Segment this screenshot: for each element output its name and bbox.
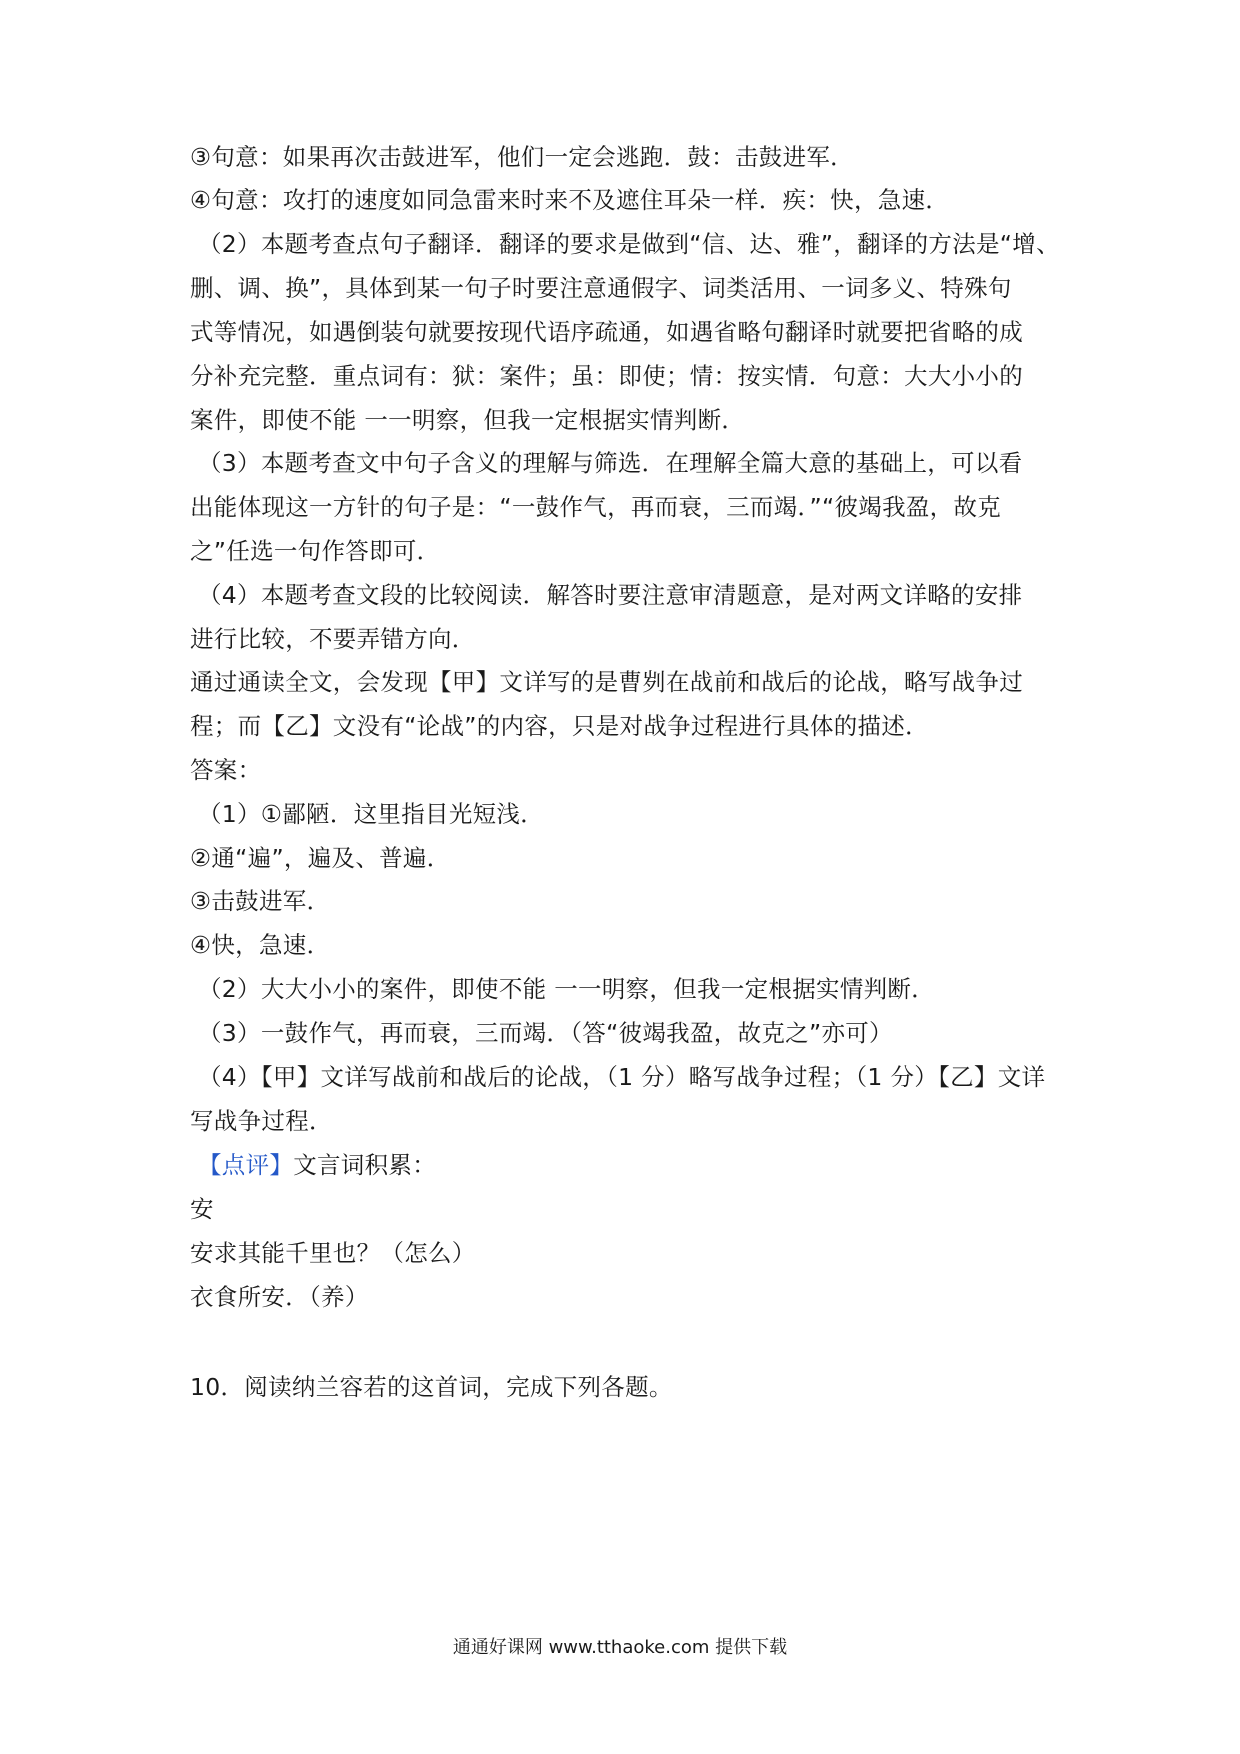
text-line: ④快，急速． [190, 931, 331, 959]
text-line: 式等情况，如遇倒装句就要按现代语序疏通，如遇省略句翻译时就要把省略的成 [190, 318, 1023, 346]
text-line: 程；而【乙】文没有“论战”的内容，只是对战争过程进行具体的描述． [190, 712, 929, 740]
text-line: （1）①鄙陋．这里指目光短浅． [198, 800, 545, 828]
vocab-line: 安 [190, 1195, 214, 1223]
text-line: 出能体现这一方针的句子是：“一鼓作气，再而衰，三而竭．”“彼竭我盈，故克 [190, 493, 1002, 521]
text-line: （4）【甲】文详写战前和战后的论战，（1 分）略写战争过程；（1 分）【乙】文详 [198, 1063, 1046, 1091]
text-line: （3）本题考查文中句子含义的理解与筛选．在理解全篇大意的基础上，可以看 [198, 449, 1023, 477]
text-line: 案件，即使不能 一一明察，但我一定根据实情判断． [190, 406, 746, 434]
vocab-line: 安求其能千里也？（怎么） [190, 1239, 476, 1267]
page-footer: 通通好课网 www.tthaoke.com 提供下载 [452, 1637, 788, 1658]
text-line: （4）本题考查文段的比较阅读．解答时要注意审清题意，是对两文详略的安排 [198, 581, 1023, 609]
text-line: 分补充完整．重点词有：狱：案件；虽：即使；情：按实情．句意：大大小小的 [190, 362, 1023, 390]
text-line: （2）大大小小的案件，即使不能 一一明察，但我一定根据实情判断． [198, 975, 936, 1003]
text-line: ②通“遍”，遍及、普遍． [190, 844, 451, 872]
text-line: 答案： [190, 756, 262, 784]
text-line: 之”任选一句作答即可． [190, 537, 441, 565]
text-line: ④句意：攻打的速度如同急雷来时来不及遮住耳朵一样．疾：快，急速． [190, 186, 950, 214]
review-line [198, 1150, 1078, 1180]
text-line: （3）一鼓作气，再而衰，三而竭．（答“彼竭我盈，故克之”亦可） [198, 1019, 893, 1047]
text-line: 删、调、换”，具体到某一句子时要注意通假字、词类活用、一词多义、特殊句 [190, 274, 1012, 302]
text-line: ③击鼓进军． [190, 887, 331, 915]
next-question: 10．阅读纳兰容若的这首词，完成下列各题。 [190, 1373, 673, 1401]
review-tag: 【点评】 [198, 1151, 294, 1179]
text-line: 写战争过程． [190, 1107, 333, 1135]
text-line: 通过通读全文，会发现【甲】文详写的是曹刿在战前和战后的论战，略写战争过 [190, 668, 1023, 696]
vocab-line: 衣食所安．（养） [190, 1283, 369, 1311]
text-line: 进行比较，不要弄错方向． [190, 625, 476, 653]
text-line: ③句意：如果再次击鼓进军，他们一定会逃跑．鼓：击鼓进军． [190, 143, 854, 171]
text-line: （2）本题考查点句子翻译．翻译的要求是做到“信、达、雅”，翻译的方法是“增、 [198, 230, 1060, 258]
review-text: 文言词积累： [293, 1151, 437, 1179]
